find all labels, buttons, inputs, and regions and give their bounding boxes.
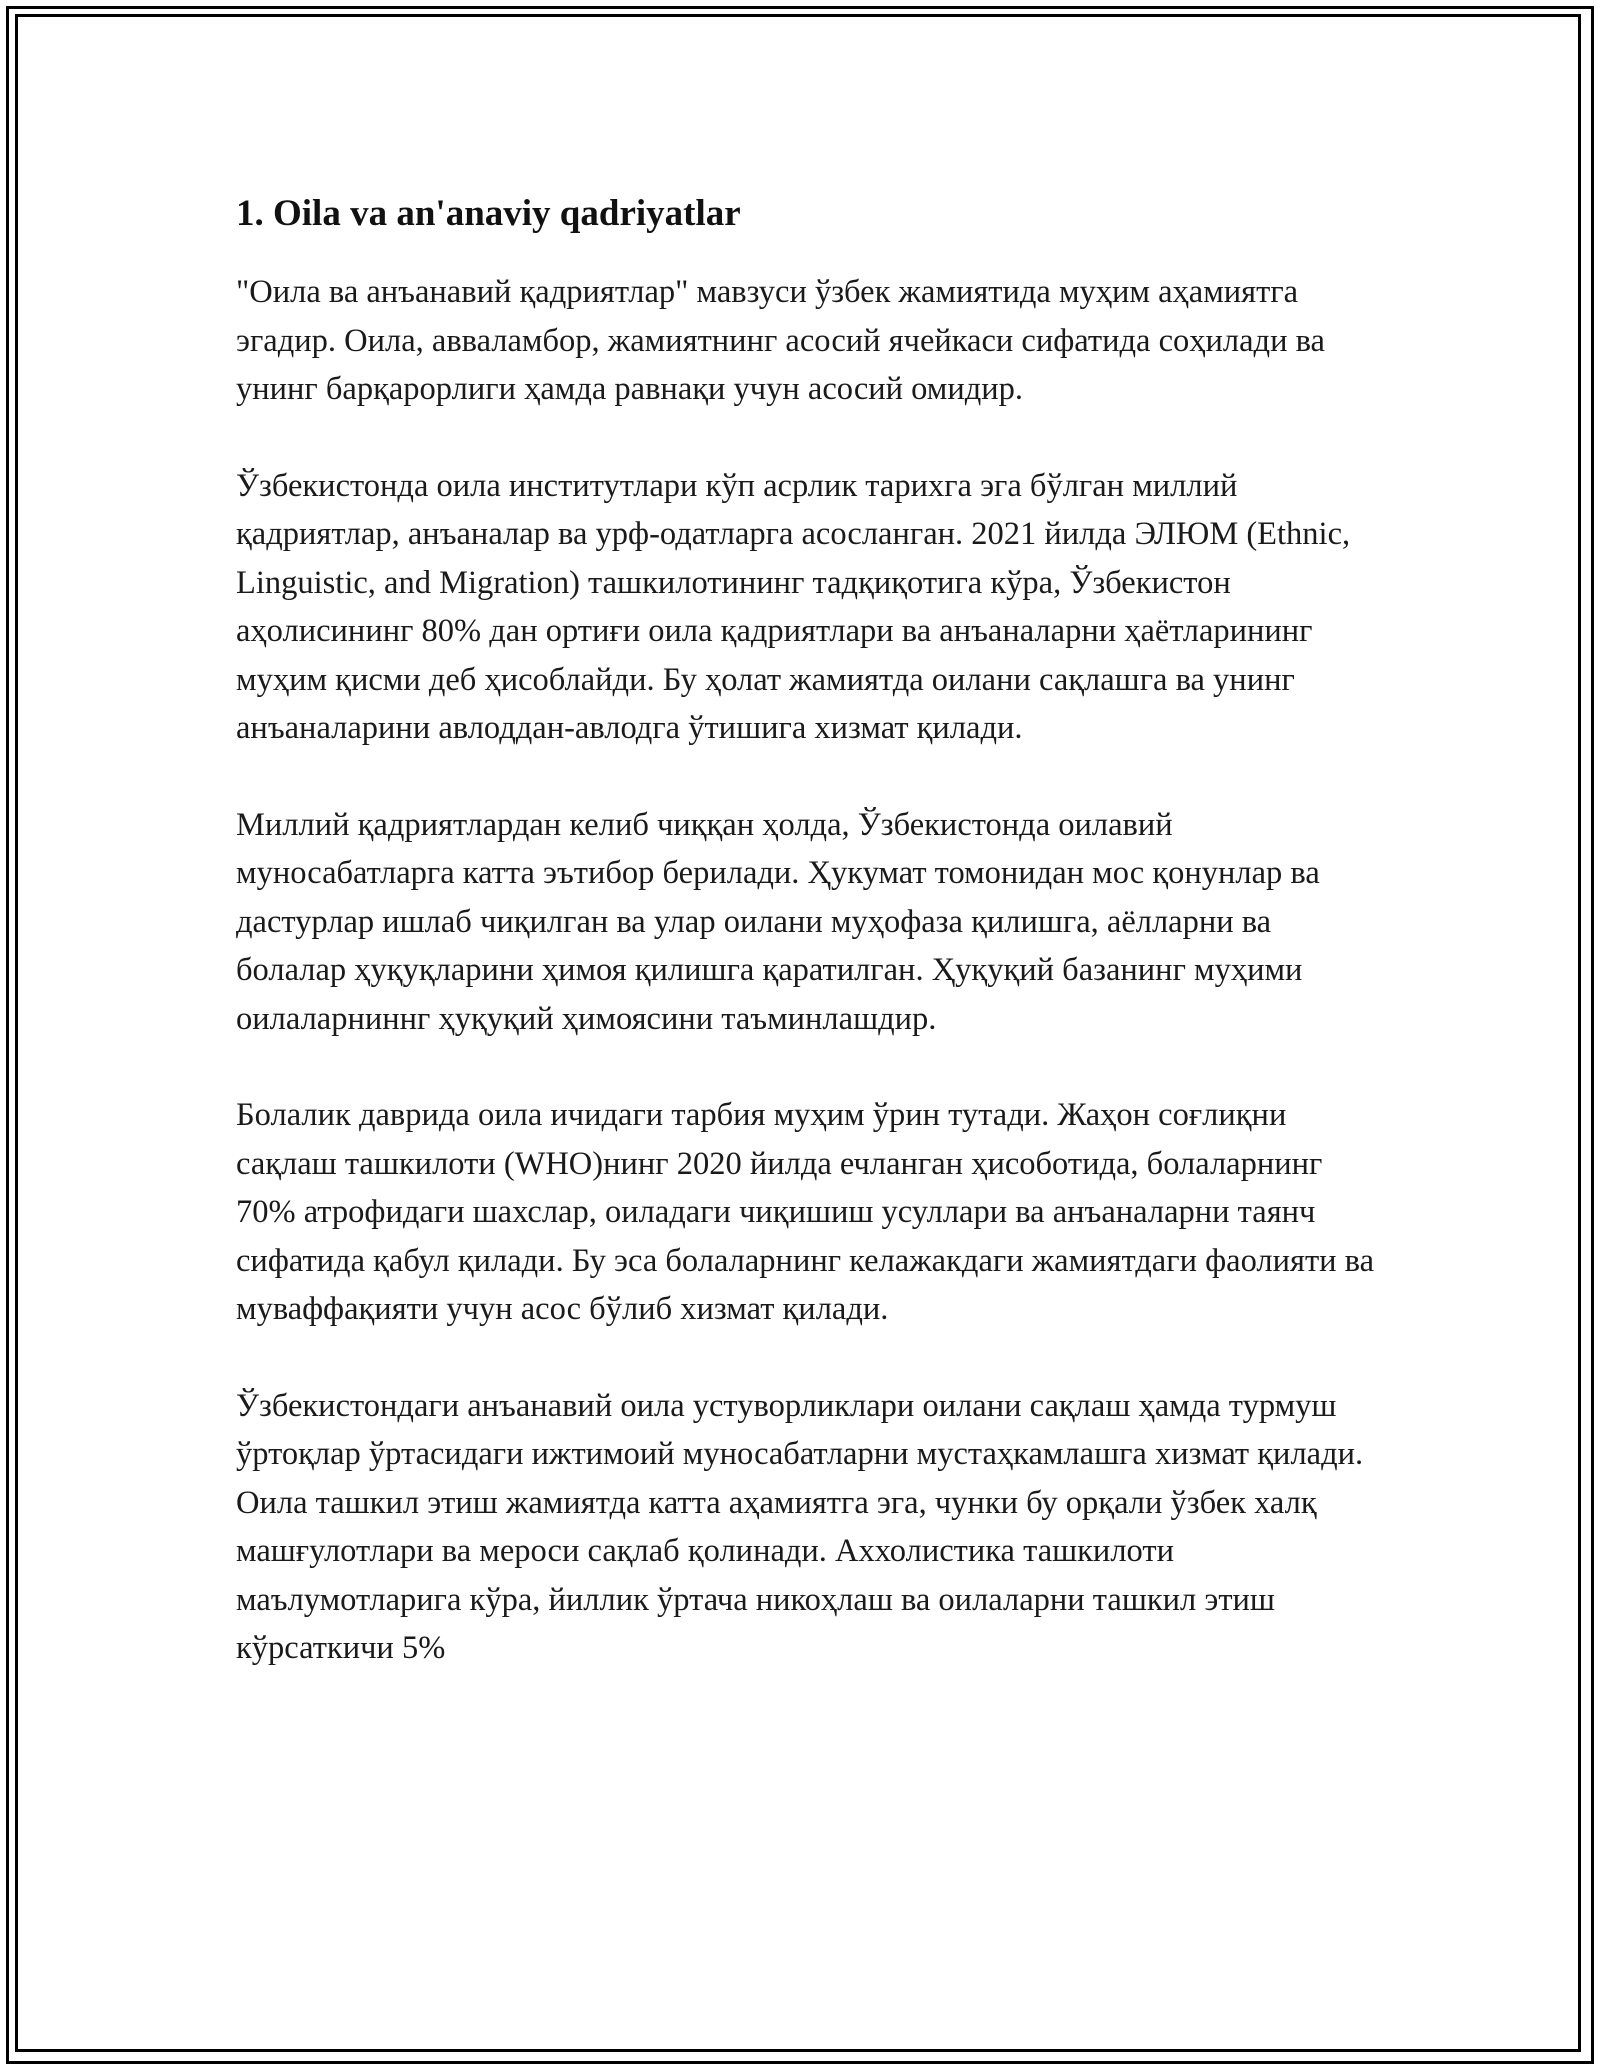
paragraph-3: Миллий қадриятлардан келиб чиққан ҳолда, Ўзбекистонда оилавий муносабатларга катта эътибор берилади. Ҳукумат томонидан мос қонунлар ва дастурлар ишлаб чиқилган ва улар оилани муҳофаза қилишга, аёлларни ва болалар ҳуқуқларини ҳимоя қилишга қаратилган. Ҳуқуқий базанинг муҳими оилаларниннг ҳуқуқий ҳимоясини таъминлашдир. — [236, 806, 1320, 1037]
paragraph-1: "Оила ва анъанавий қадриятлар" мавзуси ўзбек жамиятида муҳим аҳамиятга эгадир. Оила, авваламбор, жамиятнинг асосий ячейкаси сифатида соҳилади ва унинг барқарорлиги ҳамда равнақи учун асосий омидир. — [236, 274, 1325, 407]
paragraph-5: Ўзбекистондаги анъанавий оила устуворликлари оилани сақлаш ҳамда турмуш ўртоқлар ўртасидаги ижтимоий муносабатларни мустаҳкамлашга хизмат қилади. Оила ташкил этиш жамиятда катта аҳамиятга эга, чунки бу орқали ўзбек халқ машғулотлари ва мероси сақлаб қолинади. Аххолистика ташкилоти маълумотларига кўра, йиллик ўртача никоҳлаш ва оилаларни ташкил этиш кўрсаткичи 5% — [236, 1387, 1364, 1666]
paragraph-4: Болалик даврида оила ичидаги тарбия муҳим ўрин тутади. Жаҳон соғлиқни сақлаш ташкилоти (WHO)нинг 2020 йилда ечланган ҳисоботида, болаларнинг 70% атрофидаги шахслар, оиладаги чиқишиш усуллари ва анъаналарни таянч сифатида қабул қилади. Бу эса болаларнинг келажакдаги жамиятдаги фаолияти ва муваффақияти учун асос бўлиб хизмат қилади. — [236, 1097, 1375, 1327]
paragraph-2: Ўзбекистонда оила институтлари кўп асрлик тарихга эга бўлган миллий қадриятлар, анъаналар ва урф-одатларга асосланган. 2021 йилда ЭЛЮМ (Ethnic, Linguistic, and Migration) ташкилотининг тадқиқотига кўра, Ўзбекистон аҳолисининг 80% дан ортиғи оила қадриятлари ва анъаналарни ҳаётларининг муҳим қисми деб ҳисоблайди. Бу ҳолат жамиятда оилани сақлашга ва унинг анъаналарини авлоддан-авлодга ўтишига хизмат қилади. — [236, 467, 1351, 746]
document-body — [236, 188, 1376, 1721]
section-heading: 1. Oila va an'anaviy qadriyatlar — [236, 193, 741, 234]
